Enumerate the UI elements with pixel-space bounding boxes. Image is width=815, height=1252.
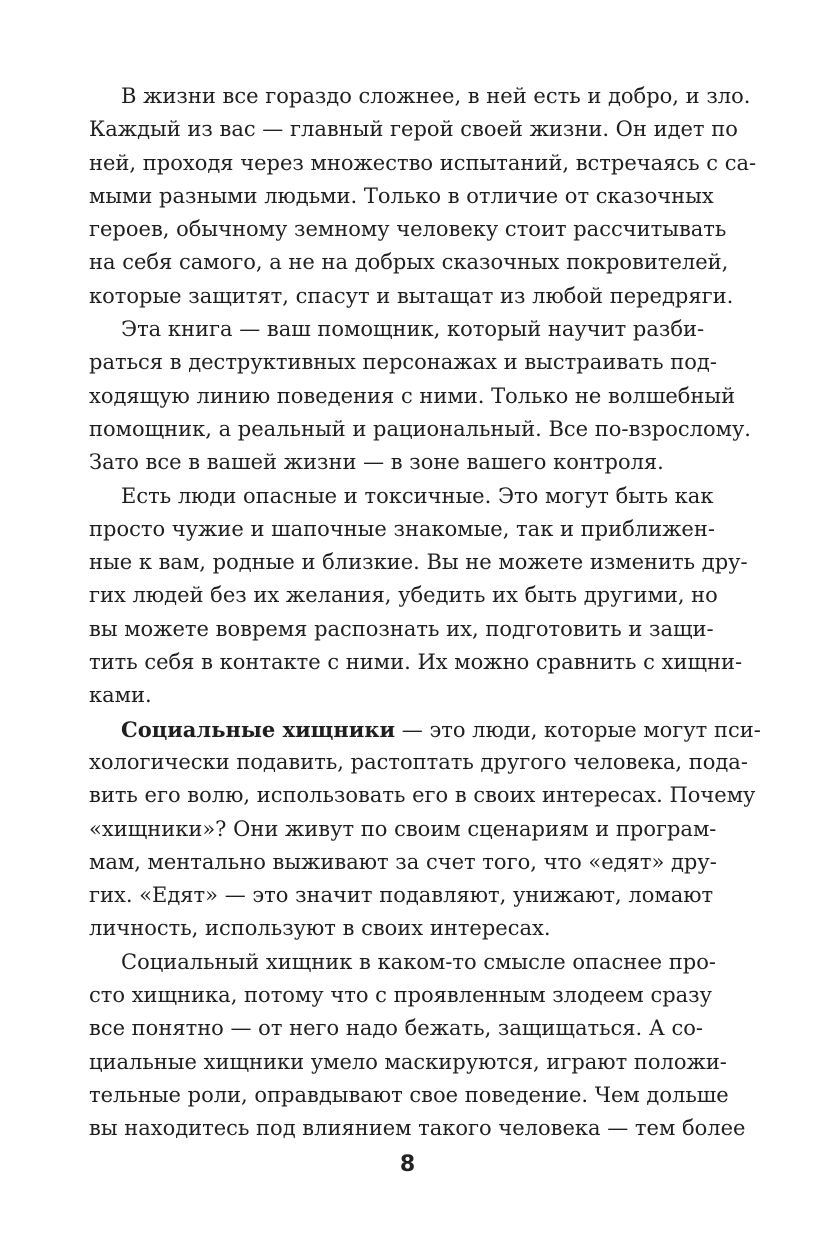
text-line: личность, используют в своих интересах. [89,916,551,941]
text-line: все понятно — от него надо бежать, защищаться. А со- [89,1016,703,1041]
text-line: помощник, а реальный и рациональный. Все по-взрослому. [89,416,751,441]
text-line: В жизни все гораздо сложнее, в ней есть и добро, и зло. [121,84,751,108]
text-line: мыми разными людьми. Только в отличие от сказочных [89,183,714,208]
text-line [89,713,761,746]
text-line: вить его волю, использовать его в своих интересах. Почему [89,783,756,808]
text-line: на себя самого, а не на добрых сказочных покровителей, [89,250,729,275]
text-line: гих людей без их желания, убедить их быть другими, но [89,583,718,608]
text-line: Каждый из вас — главный герой своей жизни. Он идет по [89,117,738,142]
text-line: хологически подавить, растоптать другого человека, пода- [89,749,748,774]
text-line: Есть люди опасные и токсичные. Это могут быть как [121,483,714,508]
text-line: Зато все в вашей жизни — в зоне вашего контроля. [89,450,664,475]
page-body [89,80,761,1146]
text-line: героев, обычному земному человеку стоит рассчитывать [89,217,727,242]
text-line: которые защитят, спасут и вытащат из любой передряги. [89,283,734,308]
bold-term: Социальные хищники [121,716,396,742]
text-line: Социальный хищник в каком-то смысле опаснее про- [121,949,716,974]
text-line: «хищники»? Они живут по своим сценариям и програм- [89,816,717,841]
text-line: ками. [89,683,152,708]
text-line: раться в деструктивных персонажах и выстраивать под- [89,350,717,375]
text-line: вы можете вовремя распознать их, подготовить и защи- [89,616,714,641]
text-line: просто чужие и шапочные знакомые, так и приближен- [89,516,715,541]
text-line: вы находитесь под влиянием такого человека — тем более [89,1116,746,1141]
text-line: мам, ментально выживают за счет того, что «едят» дру- [89,849,717,874]
text-line-rest: — это люди, которые могут пси- [401,717,761,742]
text-line: Эта книга — ваш помощник, который научит разби- [121,317,705,342]
text-line: ходящую линию поведения с ними. Только не волшебный [89,383,736,408]
page-number: 8 [399,1152,416,1177]
text-line: ней, проходя через множество испытаний, встречаясь с са- [89,150,757,175]
text-line: гих. «Едят» — это значит подавляют, унижают, ломают [89,883,714,908]
text-line: циальные хищники умело маскируются, играют положи- [89,1049,727,1074]
text-line: тить себя в контакте с ними. Их можно сравнить с хищни- [89,650,743,675]
text-line: ные к вам, родные и близкие. Вы не можете изменить дру- [89,550,748,575]
text-line: сто хищника, потому что с проявленным злодеем сразу [89,983,712,1008]
text-line: тельные роли, оправдывают свое поведение. Чем дольше [89,1082,729,1107]
